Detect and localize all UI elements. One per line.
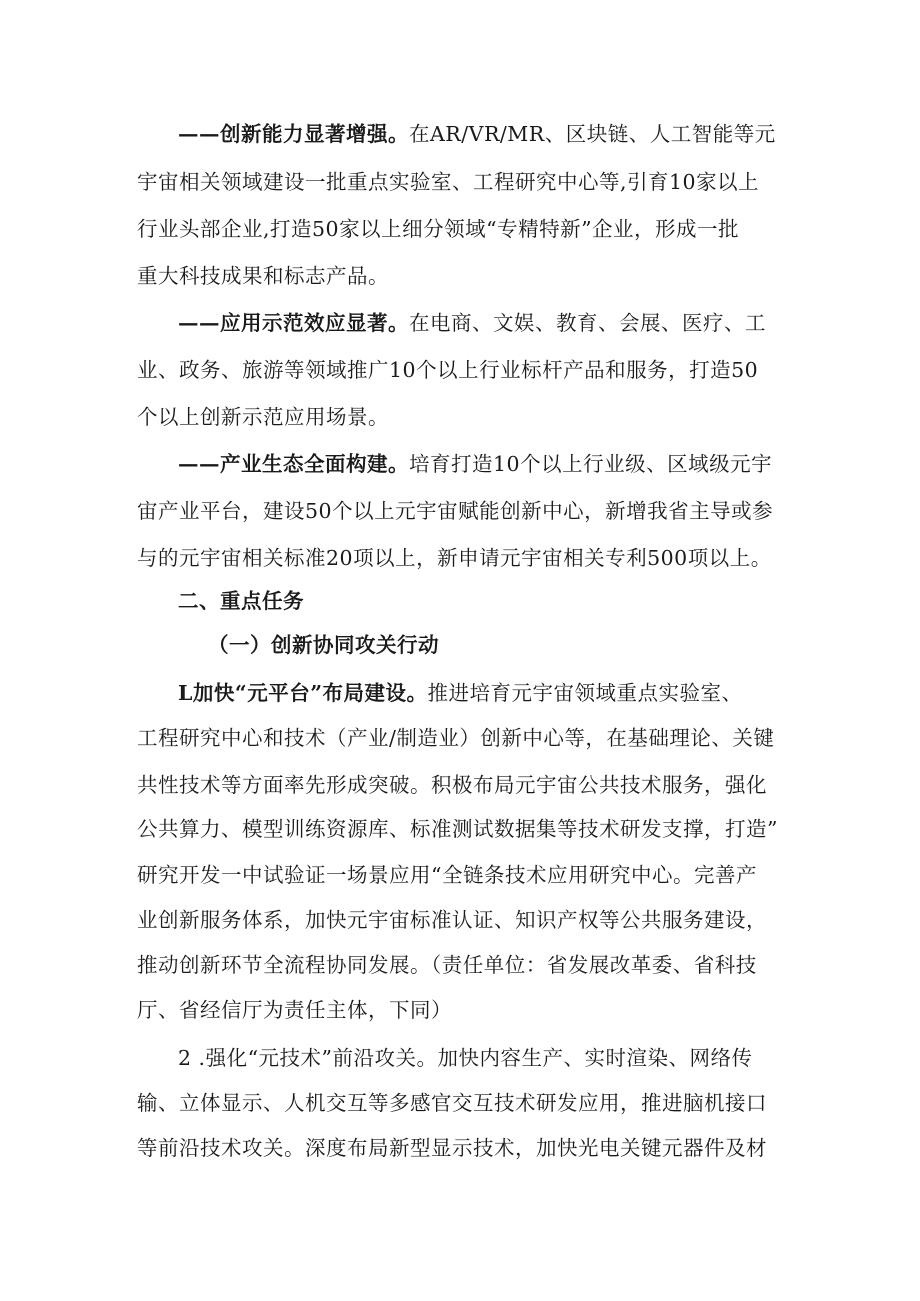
paragraph-line: 公共算力、模型训练资源库、标准测试数据集等技术研发支撑，打造” <box>137 817 778 841</box>
paragraph-line: 2 .强化“元技术”前沿攻关。加快内容生产、实时渲染、网络传 <box>178 1046 753 1070</box>
paragraph-line <box>178 309 766 337</box>
paragraph-line: 等前沿技术攻关。深度布局新型显示技术，加快光电关键元器件及材 <box>137 1136 767 1160</box>
paragraph-text: 推进培育元宇宙领域重点实验室、 <box>427 681 743 705</box>
subsection-heading: （一）创新协同攻关行动 <box>208 633 439 657</box>
paragraph-line: 宙产业平台，建设50个以上元宇宙赋能创新中心，新增我省主导或参 <box>137 499 774 523</box>
paragraph-line: 工程研究中心和技术（产业/制造业）创新中心等，在基础理论、关键 <box>137 726 775 750</box>
paragraph-line: 个以上创新示范应用场景。 <box>137 405 389 429</box>
paragraph-line: 业创新服务体系，加快元宇宙标准认证、知识产权等公共服务建设， <box>137 908 767 932</box>
bullet-heading: ——产业生态全面构建。 <box>178 452 409 476</box>
paragraph-text: 在电商、文娱、教育、会展、医疗、工 <box>409 311 766 335</box>
paragraph-line <box>178 450 772 478</box>
paragraph-text: 培育打造10个以上行业级、区域级元宇 <box>409 452 773 476</box>
paragraph-line <box>178 679 743 707</box>
paragraph-line: 厅、省经信厅为责任主体，下同） <box>137 998 452 1022</box>
paragraph-line: 推动创新环节全流程协同发展。（责任单位：省发展改革委、省科技 <box>137 953 757 977</box>
paragraph-line: 与的元宇宙相关标准20项以上，新申请元宇宙相关专利500项以上。 <box>137 546 772 570</box>
paragraph-line: 行业头部企业,打造50家以上细分领域“专精特新”企业，形成一批 <box>137 217 740 241</box>
paragraph-line: 宇宙相关领域建设一批重点实验室、工程研究中心等,引育10家以上 <box>137 170 760 194</box>
paragraph-line: 输、立体显示、人机交互等多感官交互技术研发应用，推进脑机接口 <box>137 1091 767 1115</box>
paragraph-text: 在AR/VR/MR、区块链、人工智能等元 <box>409 122 776 146</box>
item-heading: L加快“元平台”布局建设。 <box>178 681 428 705</box>
bullet-heading: ——应用示范效应显著。 <box>178 311 409 335</box>
paragraph-line: 业、政务、旅游等领域推广10个以上行业标杆产品和服务，打造50 <box>137 358 759 382</box>
bullet-heading: ——创新能力显著增强。 <box>178 122 409 146</box>
paragraph-line: 重大科技成果和标志产品。 <box>137 264 389 288</box>
section-heading: 二、重点任务 <box>178 589 304 613</box>
paragraph-line <box>178 120 776 148</box>
paragraph-line: 研究开发一中试验证一场景应用“全链条技术应用研究中心。完善产 <box>137 863 757 887</box>
paragraph-line: 共性技术等方面率先形成突破。积极布局元宇宙公共技术服务，强化 <box>137 773 767 797</box>
